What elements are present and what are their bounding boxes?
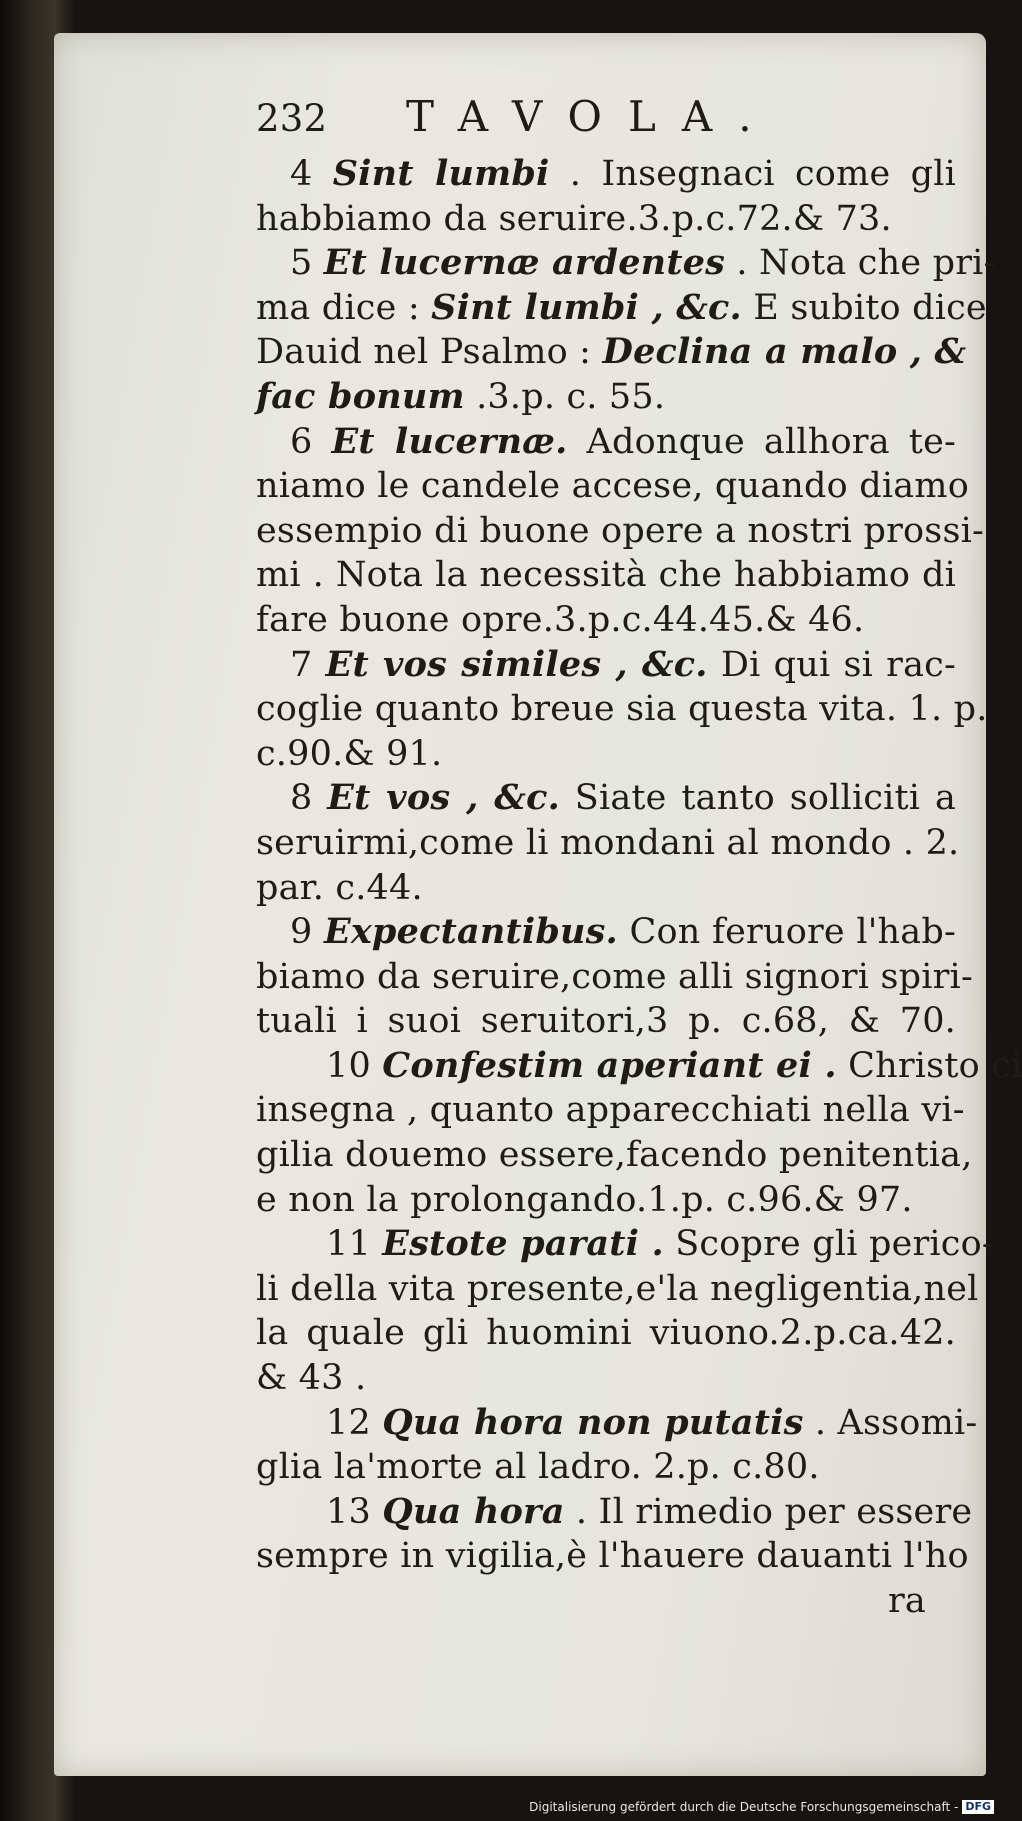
text-run: & 43 . <box>256 1358 367 1399</box>
text-run: li della vita presente,e'la negligentia,nel <box>256 1268 979 1309</box>
text-run: coglie quanto breue sia questa vita. 1. p. <box>256 689 988 730</box>
catchword: ra <box>888 1581 926 1621</box>
text-line <box>256 286 987 331</box>
text-line <box>256 821 960 866</box>
latin-quotation: Declina a malo , & <box>602 331 967 373</box>
text-line <box>256 553 956 598</box>
text-run: Con feruore l'hab- <box>617 912 956 953</box>
text-run: 11 <box>326 1224 383 1265</box>
text-run: 8 <box>290 778 328 819</box>
text-run: Siate tanto solliciti a <box>560 778 957 819</box>
text-line <box>256 420 956 465</box>
latin-quotation: Qua hora <box>382 1490 565 1532</box>
text-run: . Nota che pri- <box>725 243 996 284</box>
text-run: fare buone opre.3.p.c.44.45.& 46. <box>256 599 865 640</box>
text-run: . Il rimedio per essere <box>564 1491 973 1532</box>
text-line <box>256 1534 969 1579</box>
latin-quotation: Et lucernæ ardentes <box>323 242 726 284</box>
text-line <box>256 866 956 911</box>
text-run: .3.p. c. 55. <box>464 376 666 417</box>
text-line <box>256 732 956 777</box>
latin-quotation: Confestim aperiant ei . <box>382 1044 837 1086</box>
text-line <box>256 1311 956 1356</box>
text-run: essempio di buone opere a nostri prossi- <box>256 510 985 551</box>
text-line <box>256 152 956 197</box>
text-run: 7 <box>290 644 326 685</box>
text-run: E subito dice <box>741 287 987 328</box>
text-run: insegna , quanto apparecchiati nella vi- <box>256 1090 965 1131</box>
text-line <box>256 1044 1022 1089</box>
text-run: par. c.44. <box>256 867 423 908</box>
text-run: habbiamo da seruire.3.p.c.72.& 73. <box>256 198 892 239</box>
latin-quotation: Sint lumbi <box>332 153 550 194</box>
latin-quotation: Et lucernæ. <box>331 420 568 462</box>
text-line <box>256 1267 979 1312</box>
text-run: 9 <box>290 912 324 953</box>
latin-quotation: Qua hora non putatis <box>382 1401 804 1443</box>
text-line <box>256 464 969 509</box>
text-line <box>256 955 973 1000</box>
text-run: niamo le candele accese, quando diamo <box>256 466 969 507</box>
text-run: 6 <box>290 421 332 462</box>
text-run: . Assomi- <box>803 1402 978 1443</box>
text-run: e non la prolongando.1.p. c.96.& 97. <box>256 1179 913 1220</box>
text-line <box>256 1445 956 1490</box>
text-run: 4 <box>290 154 333 194</box>
text-run: sempre in vigilia,è l'hauere dauanti l'ho <box>256 1536 969 1577</box>
text-line <box>256 509 985 554</box>
text-line <box>256 776 956 821</box>
latin-quotation: fac bonum <box>256 375 465 417</box>
text-run: 13 <box>326 1491 383 1532</box>
text-run: mi . Nota la necessità che habbiamo di <box>256 555 956 596</box>
text-line <box>256 598 956 643</box>
digitization-footer <box>529 1799 994 1815</box>
text-run: 12 <box>326 1402 383 1443</box>
text-line <box>256 1222 994 1267</box>
latin-quotation: Expectantibus. <box>323 911 618 953</box>
text-run: 10 <box>326 1045 383 1086</box>
text-run: seruirmi,come li mondani al mondo . 2. <box>256 822 960 863</box>
latin-quotation: Sint lumbi , &c. <box>431 286 742 328</box>
text-line <box>256 910 956 955</box>
text-run: Scopre gli perico- <box>663 1224 994 1265</box>
text-run: Di qui si rac- <box>707 644 956 685</box>
running-title: TAVOLA. <box>406 92 778 141</box>
text-line <box>256 643 956 688</box>
text-run: la quale gli huomini viuono.2.p.ca.42. <box>256 1313 956 1354</box>
text-run: tuali i suoi seruitori,3 p. c.68, & 70. <box>256 1001 956 1042</box>
text-line <box>256 197 956 242</box>
running-header <box>256 92 956 152</box>
latin-quotation: Et vos , &c. <box>327 777 561 819</box>
text-line <box>256 375 956 420</box>
text-line <box>256 1401 978 1446</box>
text-line <box>256 1490 973 1535</box>
text-run: 5 <box>290 243 324 284</box>
text-run: Christo ci <box>836 1045 1022 1086</box>
text-run: c.90.& 91. <box>256 733 443 774</box>
page-text <box>256 92 1022 1624</box>
text-run: Adonque allhora te- <box>567 421 957 462</box>
dfg-logo: DFG <box>962 1800 994 1814</box>
text-line <box>256 330 967 375</box>
text-line <box>256 1133 973 1178</box>
text-line <box>256 999 956 1044</box>
latin-quotation: Et vos similes , &c. <box>325 643 708 685</box>
text-run: ma dice : <box>256 287 432 328</box>
text-line <box>256 687 988 732</box>
text-line <box>256 1088 965 1133</box>
text-run: gilia douemo essere,facendo penitentia, <box>256 1135 973 1176</box>
text-run: Dauid nel Psalmo : <box>256 332 603 373</box>
latin-quotation: Estote parati . <box>382 1223 664 1265</box>
page-number: 232 <box>256 97 328 140</box>
text-run: . Insegnaci come gli <box>549 154 956 194</box>
text-line <box>256 241 996 286</box>
text-line <box>256 1178 956 1223</box>
digitization-credit: Digitalisierung gefördert durch die Deutsche Forschungsgemeinschaft - <box>529 1800 959 1814</box>
text-block <box>256 152 1022 1579</box>
text-run: glia la'morte al ladro. 2.p. c.80. <box>256 1447 820 1488</box>
text-run: biamo da seruire,come alli signori spiri- <box>256 956 973 997</box>
text-line <box>256 1356 956 1401</box>
